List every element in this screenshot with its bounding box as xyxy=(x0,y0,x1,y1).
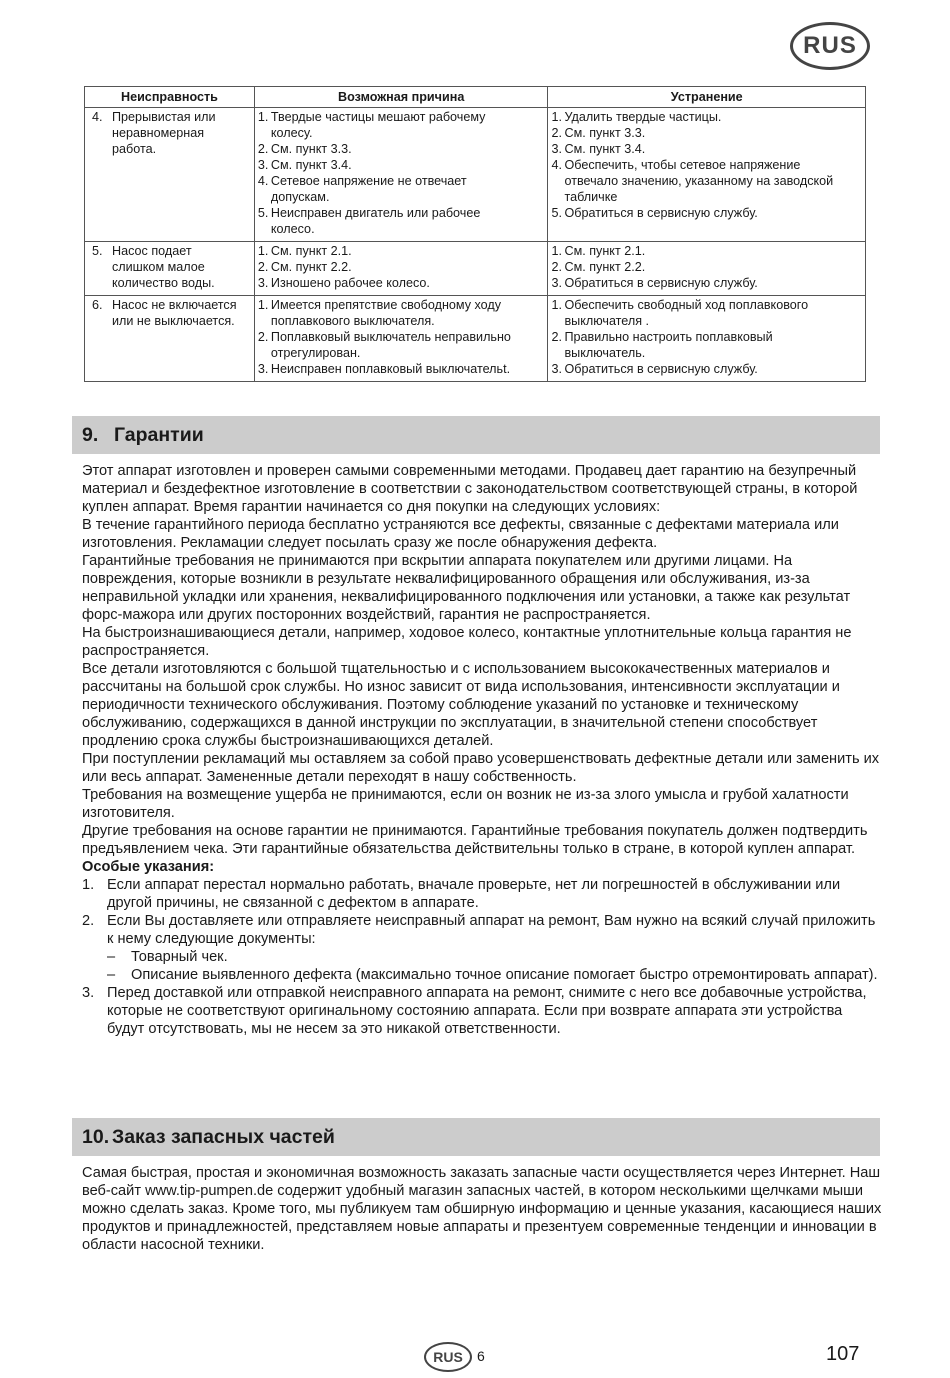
table-row xyxy=(85,296,866,382)
remedy-item xyxy=(551,109,861,125)
fault-cell xyxy=(85,108,255,242)
item-text: Сетевое напряжение не отвечает допускам. xyxy=(270,174,467,204)
cause-item xyxy=(258,259,544,275)
item-number: 1. xyxy=(551,110,562,124)
section-number: 10. xyxy=(82,1126,110,1148)
item-number: 5. xyxy=(551,206,562,220)
cause-item xyxy=(258,173,544,205)
item-number: 1. xyxy=(551,244,562,258)
cause-item xyxy=(258,297,544,329)
remedy-item xyxy=(551,259,861,275)
fault-number: 6. xyxy=(92,298,103,312)
cause-item xyxy=(258,141,544,157)
remedy-item xyxy=(551,329,861,361)
paragraph: На быстроизнашивающиеся детали, например, ходовое колесо, контактные уплотнительные кольца гарантия не распространяется. xyxy=(82,625,852,659)
section-title: Гарантии xyxy=(114,424,204,446)
fault-number: 5. xyxy=(92,244,103,258)
list-item xyxy=(82,876,882,912)
item-text: См. пункт 3.3. xyxy=(270,142,352,156)
dash-text: Описание выявленного дефекта (максимально точное описание помогает быстро отремонтировать аппарат). xyxy=(131,967,878,983)
rus-language-logo: RUS xyxy=(790,22,870,70)
fault-entry xyxy=(88,109,250,157)
remedy-item xyxy=(551,297,861,329)
cause-cell xyxy=(254,296,548,382)
table-row xyxy=(85,108,866,242)
item-text: См. пункт 2.2. xyxy=(564,260,646,274)
remedy-cell xyxy=(548,296,866,382)
special-notes-list xyxy=(82,876,882,1038)
item-text: Неисправен двигатель или рабочее колесо. xyxy=(270,206,481,236)
col-header-cause: Возможная причина xyxy=(254,87,548,108)
item-text: См. пункт 3.4. xyxy=(270,158,352,172)
item-number: 2. xyxy=(257,260,269,274)
remedy-item xyxy=(551,205,861,221)
list-text: Если Вы доставляете или отправляете неисправный аппарат на ремонт, Вам нужно на всякий случай приложить к нему следующие документы: xyxy=(107,913,876,947)
paragraph: Требования на возмещение ущерба не принимаются, если он возник не из-за злого умысла и грубой халатности изготовителя. xyxy=(82,787,849,821)
paragraph: При поступлении рекламаций мы оставляем за собой право усовершенствовать дефектные детали или заменить их или весь аппарат. Замененные детали переходят в нашу собственность. xyxy=(82,751,880,785)
remedy-item xyxy=(551,157,861,205)
fault-text: Насос подает слишком малое количество воды. xyxy=(112,244,215,290)
dash-item xyxy=(82,966,882,984)
item-number: 2. xyxy=(551,330,562,344)
paragraph: Гарантийные требования не принимаются при вскрытии аппарата покупателем или другими лицами. На повреждения, которые возникли в результате неквалифицированного обращения или обслуживания, из-за неправильной укладки или хранения, неквалифицированного подключения или установки, а также как результат форс-мажора или других посторонних воздействий, гарантия не распространяется. xyxy=(82,553,851,623)
list-item xyxy=(82,984,882,1038)
cause-cell xyxy=(254,108,548,242)
list-number: 1. xyxy=(82,877,95,893)
item-number: 3. xyxy=(551,142,562,156)
item-number: 2. xyxy=(551,260,562,274)
page-number: 107 xyxy=(826,1343,860,1365)
item-number: 5. xyxy=(257,206,269,220)
item-text: См. пункт 2.1. xyxy=(270,244,352,258)
item-number: 1. xyxy=(257,110,269,124)
item-number: 1. xyxy=(257,244,269,258)
list-text: Если аппарат перестал нормально работать, вначале проверьте, нет ли погрешностей в обслуживании или другой причины, не связанной с дефектом в аппарате. xyxy=(107,877,841,911)
list-text: Перед доставкой или отправкой неисправного аппарата на ремонт, снимите с него все добавочные устройства, которые не соответствуют оригинальному состоянию аппарата. Если при возврате аппарата эти устройства будут отсутствовать, мы не несем за это никакой ответственности. xyxy=(107,985,867,1037)
cause-item xyxy=(258,109,544,141)
troubleshooting-table xyxy=(84,86,866,382)
item-text: См. пункт 2.2. xyxy=(270,260,352,274)
list-number: 3. xyxy=(82,985,95,1001)
item-text: Обратиться в сервисную службу. xyxy=(564,206,758,220)
item-text: Изношено рабочее колесо. xyxy=(270,276,430,290)
remedy-item xyxy=(551,243,861,259)
item-text: Имеется препятствие свободному ходу поплавкового выключателя. xyxy=(270,298,502,328)
paragraph: Другие требования на основе гарантии не принимаются. Гарантийные требования покупатель должен подтвердить предъявлением чека. Эти гарантийные обязательства действительны только в стране, в которой куплен аппарат. xyxy=(82,823,868,857)
spare-parts-text xyxy=(82,1164,882,1254)
fault-text: Прерывистая или неравномерная работа. xyxy=(112,110,216,156)
fault-number: 4. xyxy=(92,110,103,124)
fault-text: Насос не включается или не выключается. xyxy=(112,298,237,328)
remedy-item xyxy=(551,125,861,141)
warranty-text xyxy=(82,462,882,1038)
item-text: См. пункт 3.3. xyxy=(564,126,646,140)
section-page-number: 6 xyxy=(477,1348,485,1364)
paragraph: Все детали изготовляются с большой тщательностью и с использованием высококачественных материалов и рассчитаны на большой срок службы. Но износ зависит от вида использования, интенсивности эксплуатации и периодичности технического обслуживания. Поэтому соблюдение указаний по установке и техническому обслуживанию, содержащихся в данной инструкции по эксплуатации, в значительной степени способствует продлению срока службы быстроизнашивающихся деталей. xyxy=(82,661,840,749)
item-text: Твердые частицы мешают рабочему колесу. xyxy=(270,110,486,140)
item-text: Поплавковый выключатель неправильно отрегулирован. xyxy=(270,330,511,360)
col-header-remedy: Устранение xyxy=(548,87,866,108)
item-number: 1. xyxy=(257,298,269,312)
cause-cell xyxy=(254,242,548,296)
paragraph: Этот аппарат изготовлен и проверен самыми современными методами. Продавец дает гарантию на безупречный материал и бездефектное изготовление в соответствии с законодательством соответствующей страны, в которой куплен аппарат. Время гарантии начинается со дня покупки на следующих условиях: xyxy=(82,463,858,515)
special-notes-heading: Особые указания: xyxy=(82,859,215,875)
remedy-item xyxy=(551,361,861,377)
table-row xyxy=(85,242,866,296)
paragraph: В течение гарантийного периода бесплатно устраняются все дефекты, связанные с дефектами материала или изготовления. Рекламации следует посылать сразу же после обнаружения дефекта. xyxy=(82,517,839,551)
item-text: См. пункт 2.1. xyxy=(564,244,646,258)
cause-item xyxy=(258,205,544,237)
remedy-item xyxy=(551,275,861,291)
cause-item xyxy=(258,275,544,291)
rus-footer-logo: RUS xyxy=(424,1342,472,1372)
item-number: 3. xyxy=(551,276,562,290)
section-heading-warranty xyxy=(72,416,880,454)
item-text: Обратиться в сервисную службу. xyxy=(564,362,758,376)
dash-item xyxy=(82,948,882,966)
item-number: 2. xyxy=(257,330,269,344)
item-text: Неисправен поплавковый выключательt. xyxy=(270,362,511,376)
item-number: 1. xyxy=(551,298,562,312)
cause-item xyxy=(258,329,544,361)
dash-mark: – xyxy=(107,949,116,965)
item-text: Правильно настроить поплавковый выключатель. xyxy=(564,330,773,360)
col-header-fault: Неисправность xyxy=(85,87,255,108)
item-number: 4. xyxy=(257,174,269,188)
item-text: Обратиться в сервисную службу. xyxy=(564,276,758,290)
item-text: Обеспечить свободный ход поплавкового выключателя . xyxy=(564,298,809,328)
item-text: Удалить твердые частицы. xyxy=(564,110,722,124)
item-text: См. пункт 3.4. xyxy=(564,142,646,156)
remedy-cell xyxy=(548,108,866,242)
remedy-cell xyxy=(548,242,866,296)
item-number: 4. xyxy=(551,158,562,172)
remedy-item xyxy=(551,141,861,157)
cause-item xyxy=(258,361,544,377)
cause-item xyxy=(258,243,544,259)
item-number: 2. xyxy=(551,126,562,140)
section-heading-spare-parts xyxy=(72,1118,880,1156)
table-header-row xyxy=(85,87,866,108)
item-number: 3. xyxy=(257,276,269,290)
paragraph: Самая быстрая, простая и экономичная возможность заказать запасные части осуществляется через Интернет. Наш веб-сайт www.tip-pumpen.de содержит удобный магазин запасных частей, в котором несколькими щелчками мыши можно сделать заказ. Кроме того, мы публикуем там обширную информацию и ценные указания, касающиеся наших продуктов и принадлежностей, представляем новые аппараты и презентуем современные тенденции и инновации в области насосной техники. xyxy=(82,1165,882,1253)
fault-cell xyxy=(85,296,255,382)
item-number: 3. xyxy=(551,362,562,376)
section-title: Заказ запасных частей xyxy=(112,1126,335,1148)
list-item xyxy=(82,912,882,948)
fault-entry xyxy=(88,243,250,291)
item-text: Обеспечить, чтобы сетевое напряжение отвечало значению, указанному на заводской табличке xyxy=(564,158,834,204)
dash-mark: – xyxy=(107,967,116,983)
item-number: 3. xyxy=(257,362,269,376)
fault-entry xyxy=(88,297,250,329)
section-number: 9. xyxy=(82,424,99,446)
item-number: 2. xyxy=(257,142,269,156)
list-number: 2. xyxy=(82,913,95,929)
fault-cell xyxy=(85,242,255,296)
item-number: 3. xyxy=(257,158,269,172)
dash-text: Товарный чек. xyxy=(131,949,228,965)
cause-item xyxy=(258,157,544,173)
